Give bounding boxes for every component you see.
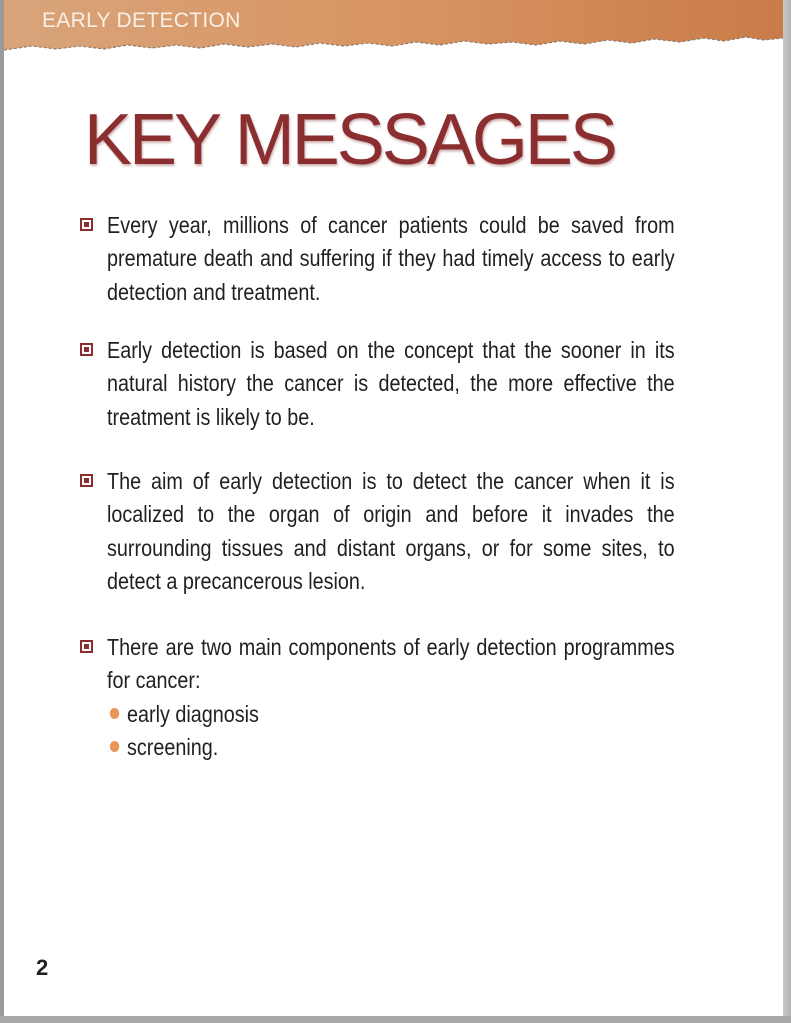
section-label: EARLY DETECTION — [42, 9, 241, 32]
round-bullet-icon — [110, 741, 119, 752]
list-item — [80, 465, 680, 598]
page-edge-shadow — [783, 0, 791, 1023]
page-title: KEY MESSAGES — [84, 100, 615, 180]
sub-list-item — [127, 731, 603, 764]
sub-item-text: screening. — [127, 733, 219, 760]
page-bottom-edge — [0, 1016, 791, 1023]
square-bullet-icon — [80, 640, 93, 653]
message-text: There are two main components of early detection programmes for cancer: — [107, 634, 675, 694]
message-text: The aim of early detection is to detect the cancer when it is localized to the organ of origin and before it invades the surrounding tissues and distant organs, or for some sites, to detect a precancerous lesion. — [107, 468, 675, 594]
square-bullet-icon — [80, 218, 93, 231]
square-bullet-icon — [80, 343, 93, 356]
list-item — [80, 209, 680, 309]
sub-list-item — [127, 698, 603, 731]
list-item — [80, 631, 680, 764]
round-bullet-icon — [110, 708, 119, 719]
sub-item-text: early diagnosis — [127, 700, 259, 727]
key-messages-list — [4, 0, 783, 1016]
message-text: Every year, millions of cancer patients could be saved from premature death and suffering if they had timely access to early detection and treatment. — [107, 212, 675, 305]
message-text: Early detection is based on the concept that the sooner in its natural history the cancer is detected, the more effective the treatment is likely to be. — [107, 337, 675, 430]
page-number: 2 — [36, 955, 49, 980]
square-bullet-icon — [80, 474, 93, 487]
document-page — [4, 0, 783, 1016]
sub-list — [80, 698, 680, 765]
list-item — [80, 334, 680, 434]
